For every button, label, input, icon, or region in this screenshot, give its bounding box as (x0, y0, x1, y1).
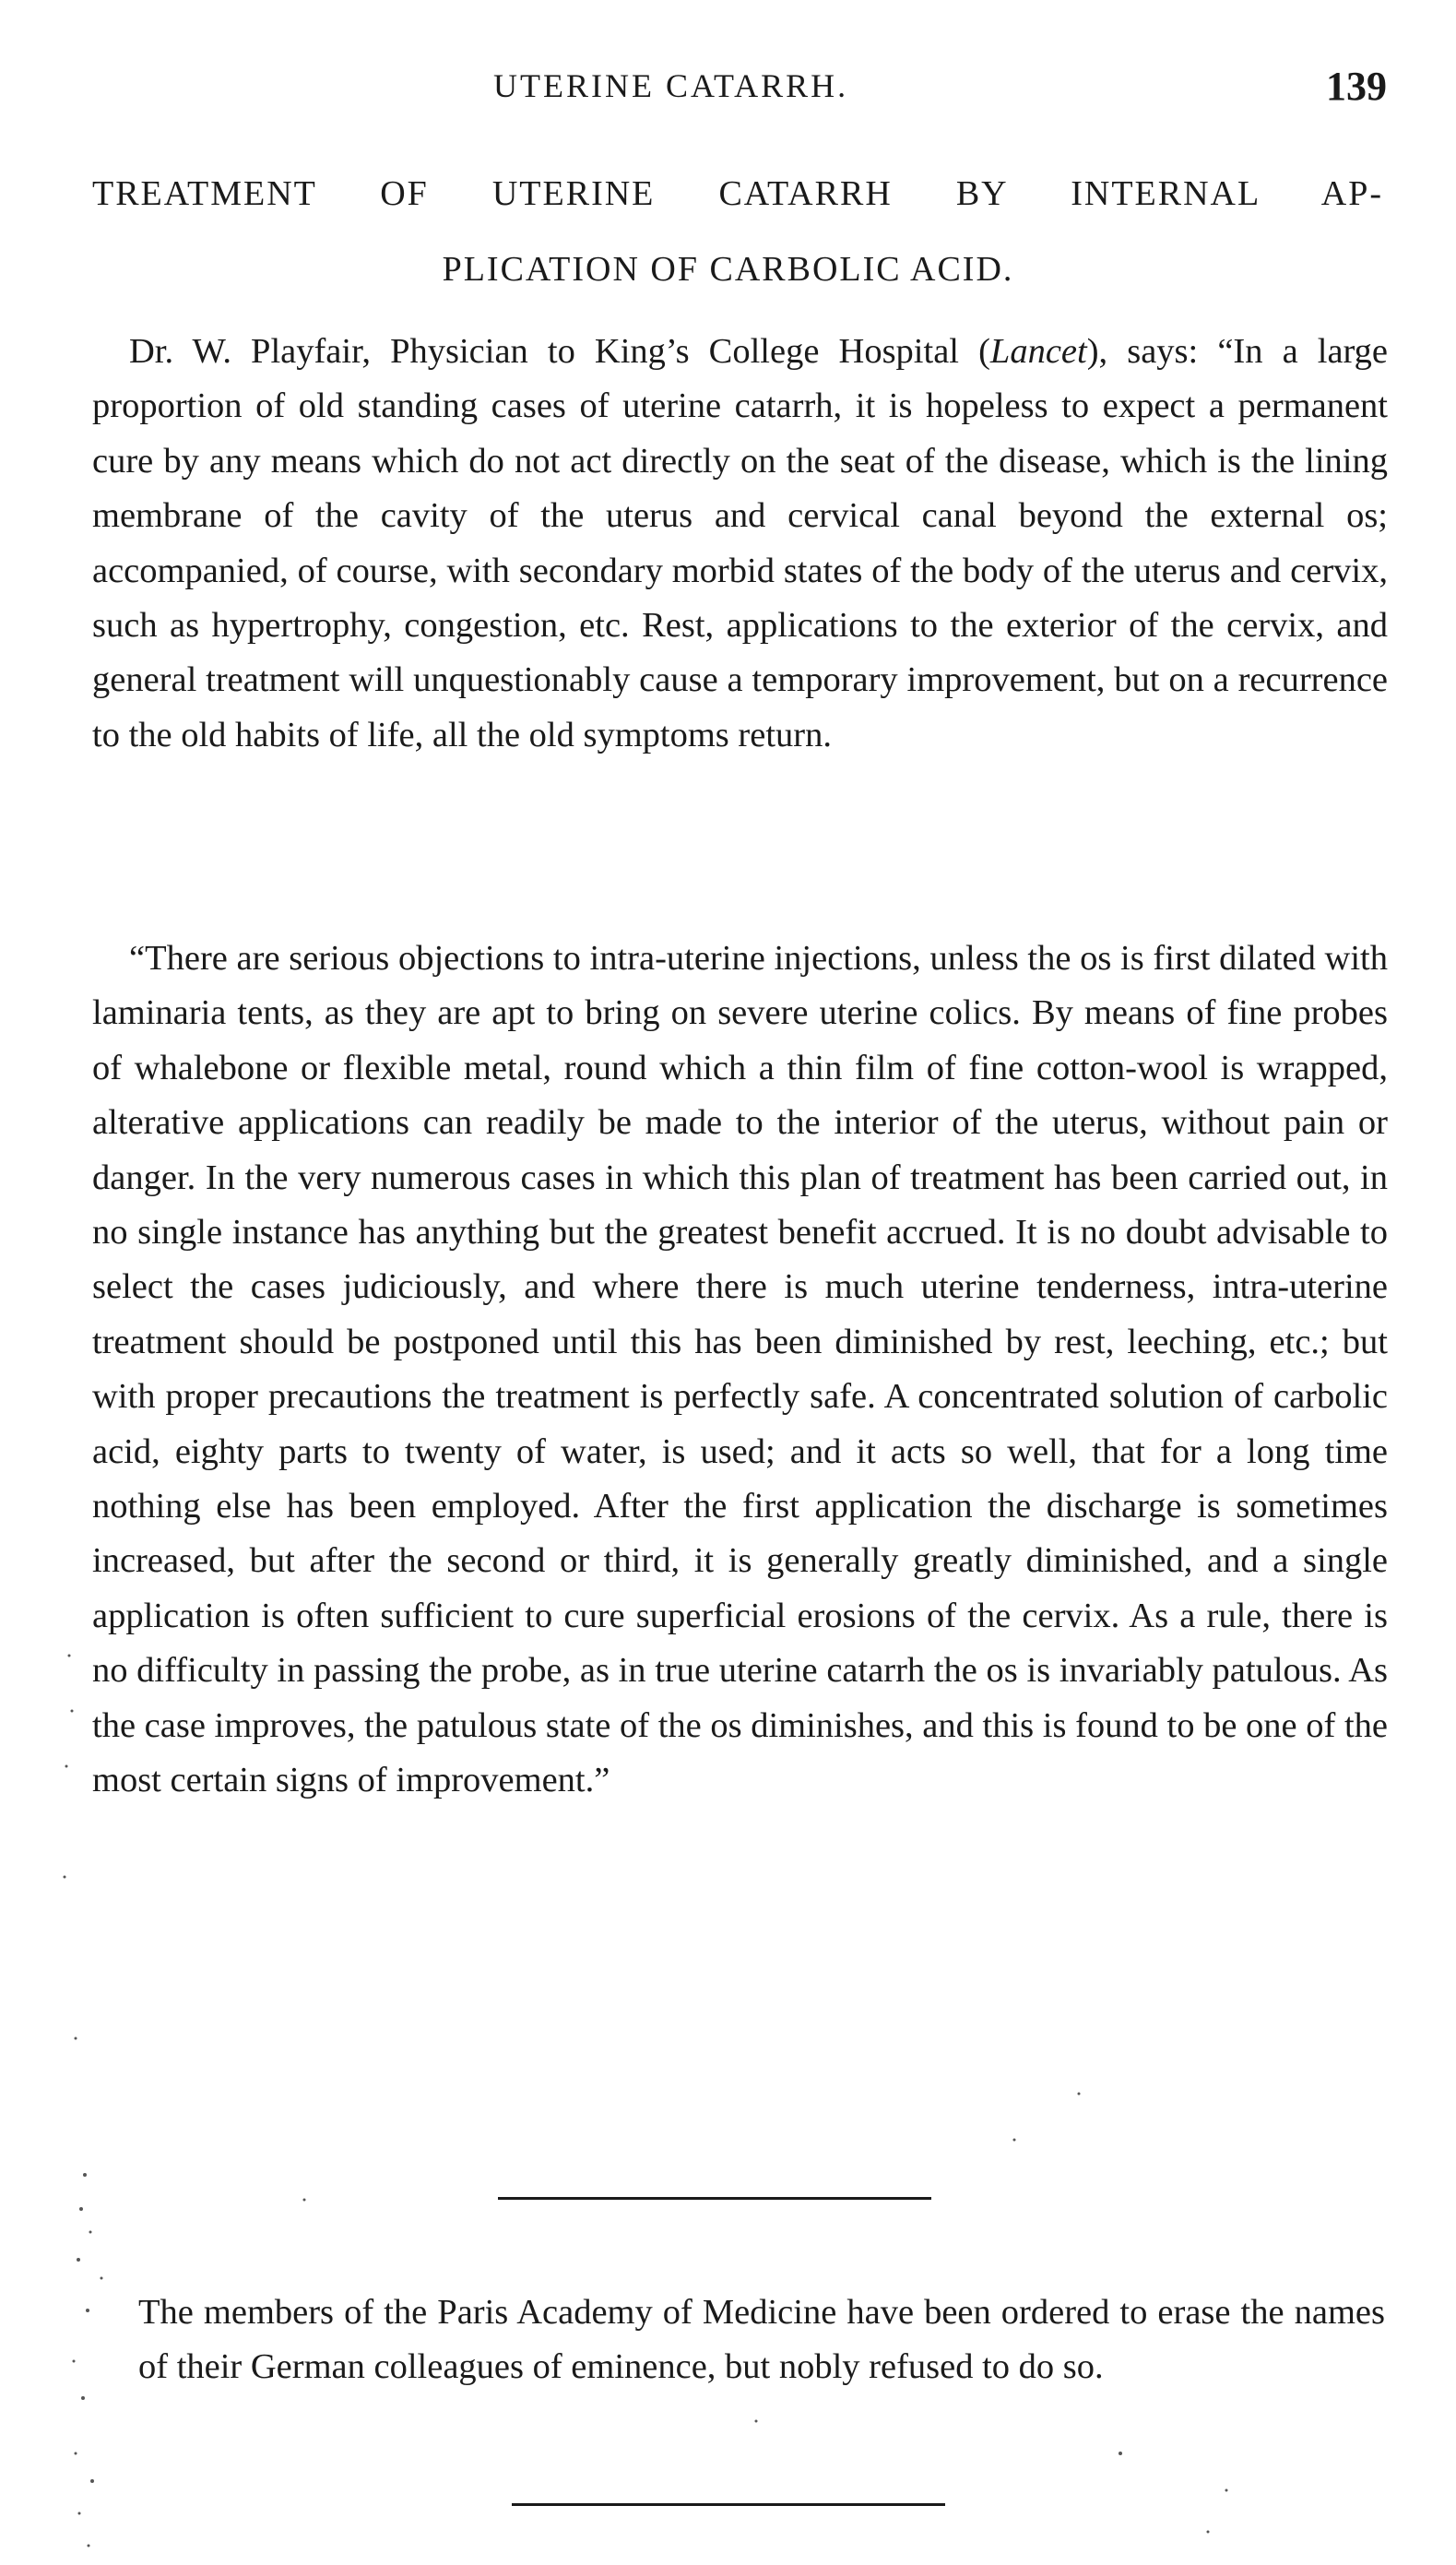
page-number: 139 (1326, 64, 1387, 109)
running-title: UTERINE CATARRH. (493, 67, 849, 104)
journal-name: Lancet (989, 332, 1087, 371)
footnote: The members of the Paris Academy of Medicine have been ordered to erase the names of their German colleagues of eminence, but nobly refused to do so. (138, 2293, 1385, 2387)
body-paragraph-2: “There are serious objections to intra-uterine injections, unless the os is first dilated with laminaria tents, as they are apt to bring on severe uterine colics. By means of fine probes of whalebone or flexible metal, round which a thin film of fine cotton-wool is wrapped, alterative applications can readily be made to the interior of the uterus, without pain or danger. In the very numerous cases in which this plan of treatment has been carried out, in no single instance has anything but the greatest benefit accrued. It is no doubt advisable to select the cases judiciously, and where there is much uterine tenderness, intra-uterine treatment should be postponed until this has been diminished by rest, leeching, etc.; but with proper precautions the treatment is perfectly safe. A concentrated solution of carbolic acid, eighty parts to twenty of water, is used; and it acts so well, that for a long time nothing else has been employed. After the first application the discharge is sometimes increased, but after the second or third, it is generally greatly diminished, and a single application is often sufficient to cure superficial erosions of the cervix. As a rule, there is no difficulty in passing the probe, as in true uterine catarrh the os is invariably patulous. As the case improves, the patulous state of the os diminishes, and this is found to be one of the most certain signs of improvement.” (92, 939, 1388, 1800)
paragraph-text: Dr. W. Playfair, Physician to King’s College Hospital ( (129, 332, 990, 371)
paragraph-text: ), says: “In a large proportion of old standing cases of uterine catarrh, it is hopeless to expect a permanent cure by any means which do not act directly on the seat of the disease, which is the lining membrane of the cavity of the uterus and cervical canal beyond the external os; accompanied, of course, with secondary morbid states of the body of the uterus and cervix, such as hypertrophy, congestion, etc. Rest, applications to the exterior of the cervix, and general treatment will unquestionably cause a temporary improvement, but on a recurrence to the old habits of life, all the old symptoms return. (92, 332, 1388, 754)
section-heading-line-1: TREATMENT OF UTERINE CATARRH BY INTERNAL AP- (92, 174, 1383, 213)
section-heading-line-2: PLICATION OF CARBOLIC ACID. (442, 250, 1014, 289)
